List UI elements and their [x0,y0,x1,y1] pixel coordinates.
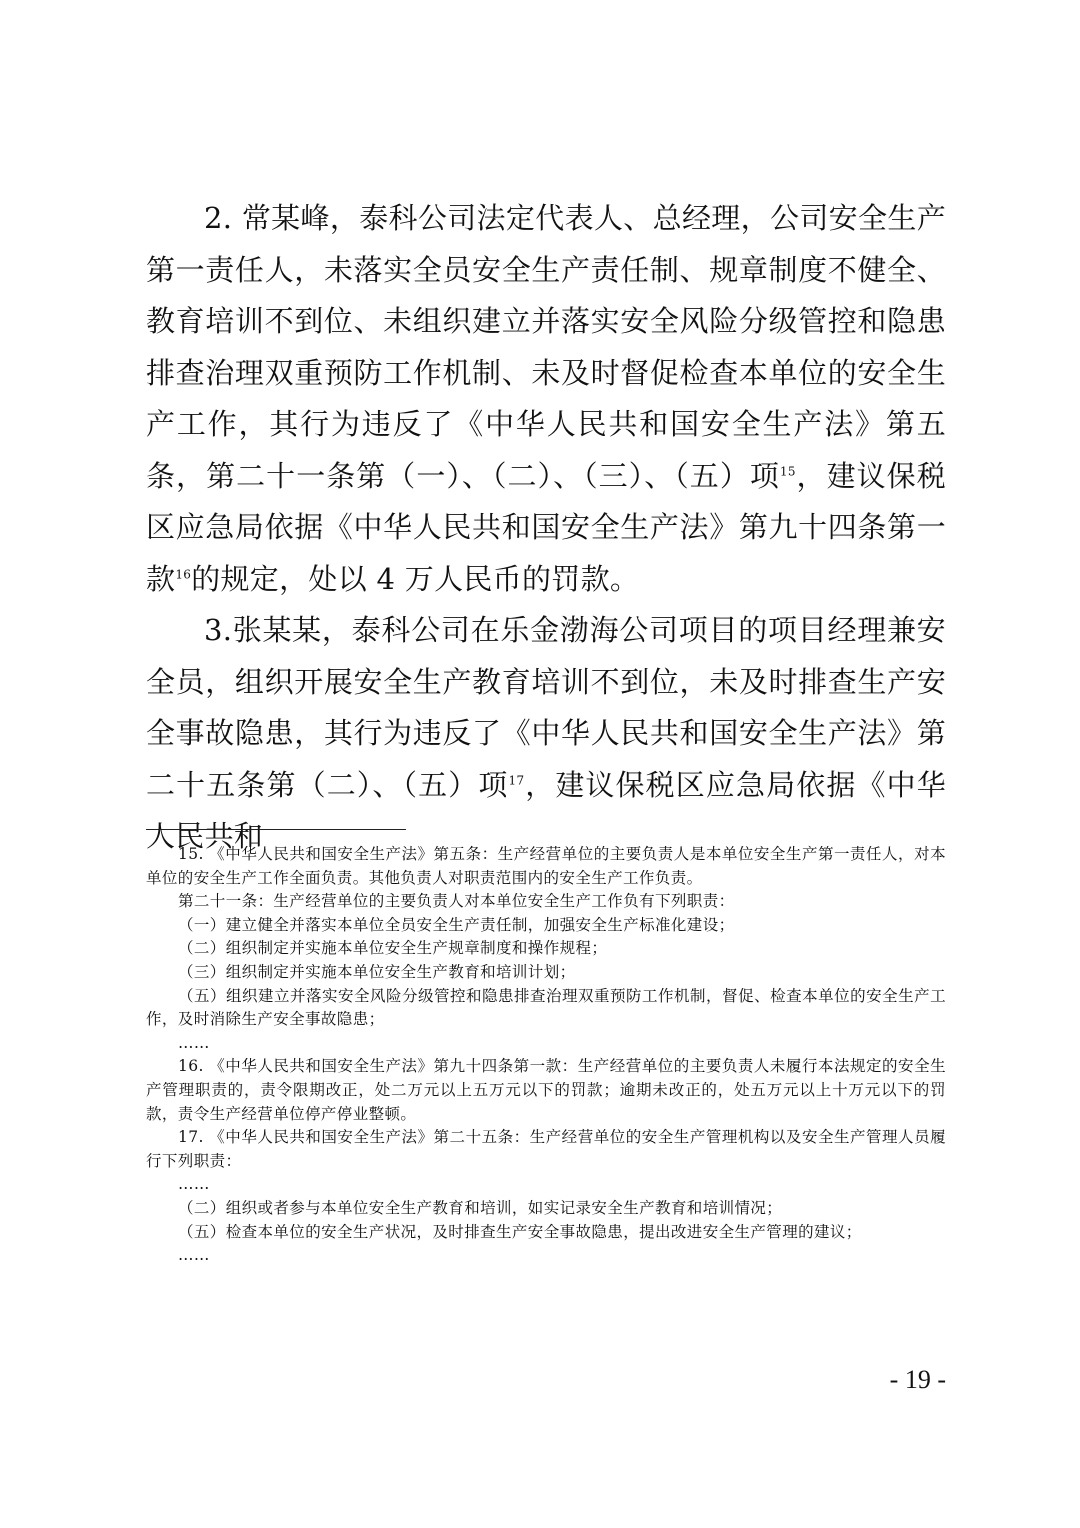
footnote-divider [146,829,406,830]
footnote-16: 16. 《中华人民共和国安全生产法》第九十四条第一款：生产经营单位的主要负责人未履行本法规定的安全生产管理职责的，责令限期改正，处二万元以上五万元以下的罚款；逾期未改正的，处五万元以上十万元以下的罚款，责令生产经营单位停产停业整顿。 [146,1057,946,1123]
footnote-line: （二）组织制定并实施本单位安全生产规章制度和操作规程； [178,939,608,958]
footnote-ref-15: 15 [779,463,796,478]
paragraph-text: ，建议保税区应急局依据《中华人民共和 [146,767,947,853]
paragraph-text: 3.张某某，泰科公司在乐金渤海公司项目的项目经理兼安全员，组织开展安全生产教育培训不到位，未及时排查生产安全事故隐患，其行为违反了《中华人民共和国安全生产法》第二十五条第（二）、（五）项 [146,613,946,802]
footnote-line: （二）组织或者参与本单位安全生产教育和培训，如实记录安全生产教育和培训情况； [178,1198,783,1217]
footnote-line: （三）组织制定并实施本单位安全生产教育和培训计划； [178,962,576,981]
paragraph-text: ，建议保税区应急局依据《中华人民共和国安全生产法》第九十四条第一款 [146,458,946,596]
footnote-line: 第二十一条：生产经营单位的主要负责人对本单位安全生产工作负有下列职责： [178,892,735,911]
footnotes [146,843,946,1268]
footnote-ref-16: 16 [175,566,192,581]
footnote-ellipsis: …… [178,1175,210,1194]
body-text [146,193,946,863]
footnote-15: 15. 《中华人民共和国安全生产法》第五条：生产经营单位的主要负责人是本单位安全生产第一责任人，对本单位的安全生产工作全面负责。其他负责人对职责范围内的安全生产工作负责。 [146,845,946,887]
footnote-line: （五）组织建立并落实安全风险分级管控和隐患排查治理双重预防工作机制，督促、检查本单位的安全生产工作，及时消除生产安全事故隐患； [146,986,946,1029]
paragraph-item-2 [146,193,946,605]
footnote-ref-17: 17 [508,772,525,787]
paragraph-text: 的规定，处以 4 万人民币的罚款。 [191,561,640,596]
footnote-ellipsis: …… [178,1246,210,1265]
paragraph-text: 2. 常某峰，泰科公司法定代表人、总经理，公司安全生产第一责任人，未落实全员安全生产责任制、规章制度不健全、教育培训不到位、未组织建立并落实安全风险分级管控和隐患排查治理双重预防工作机制、未及时督促检查本单位的安全生产工作，其行为违反了《中华人民共和国安全生产法》第五条，第二十一条第（一）、（二）、（三）、（五）项 [146,201,946,493]
paragraph-item-3 [146,605,946,863]
footnote-17: 17. 《中华人民共和国安全生产法》第二十五条：生产经营单位的安全生产管理机构以及安全生产管理人员履行下列职责： [146,1128,946,1170]
footnote-ellipsis: …… [178,1033,210,1052]
footnote-line: （五）检查本单位的安全生产状况，及时排查生产安全事故隐患，提出改进安全生产管理的建议； [178,1222,862,1241]
footnote-line: （一）建立健全并落实本单位全员安全生产责任制，加强安全生产标准化建设； [178,915,735,934]
page-number: - 19 - [889,1365,946,1394]
